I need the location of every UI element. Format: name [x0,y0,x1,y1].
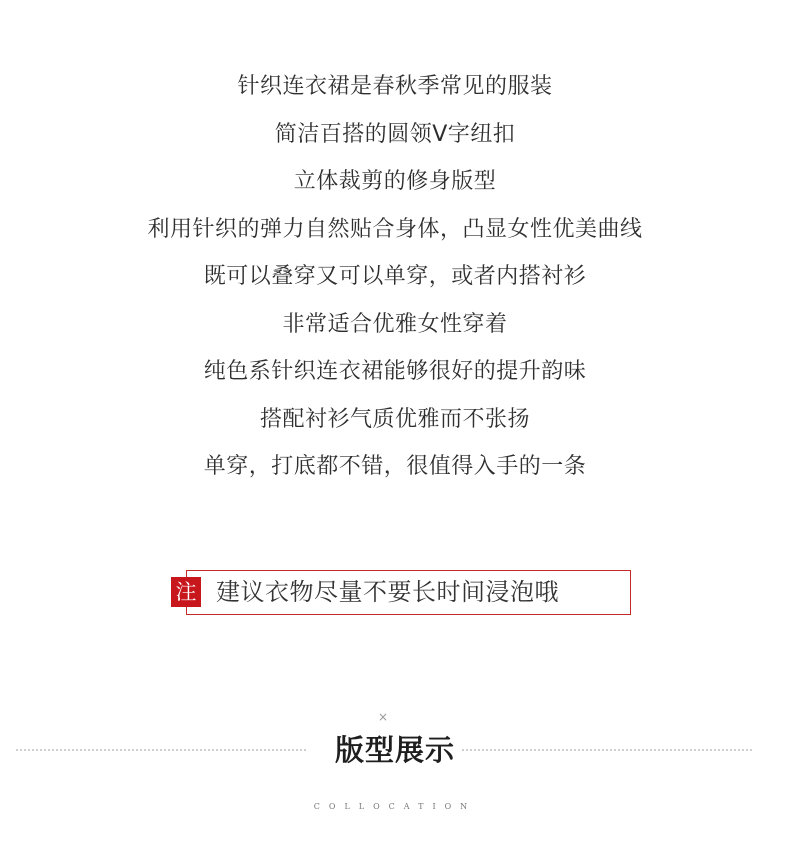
description-line: 单穿，打底都不错，很值得入手的一条 [203,454,587,479]
description-line: 简洁百搭的圆领V字纽扣 [274,121,516,147]
description-line: 搭配衬衫气质优雅而不张扬 [259,406,530,432]
description-line: 立体裁剪的修身版型 [293,169,497,194]
note-badge: 注 [171,577,201,607]
care-note [171,570,631,615]
description-line: 针织连衣裙是春秋季常见的服装 [237,74,553,99]
description-line: 利用针织的弹力自然贴合身体，凸显女性优美曲线 [147,216,643,242]
care-note-text: 建议衣物尽量不要长时间浸泡哦 [216,578,559,606]
section-divider-right [462,749,752,751]
section-title: 版型展示 [334,733,455,767]
section-subtitle: COLLOCATION [313,802,477,811]
description-line: 既可以叠穿又可以单穿，或者内搭衬衫 [203,264,587,289]
cross-icon: × [377,710,389,724]
section-divider-left [16,749,306,751]
product-description [0,63,790,491]
description-line: 纯色系针织连衣裙能够很好的提升韵味 [203,359,587,384]
description-line: 非常适合优雅女性穿着 [282,311,508,337]
